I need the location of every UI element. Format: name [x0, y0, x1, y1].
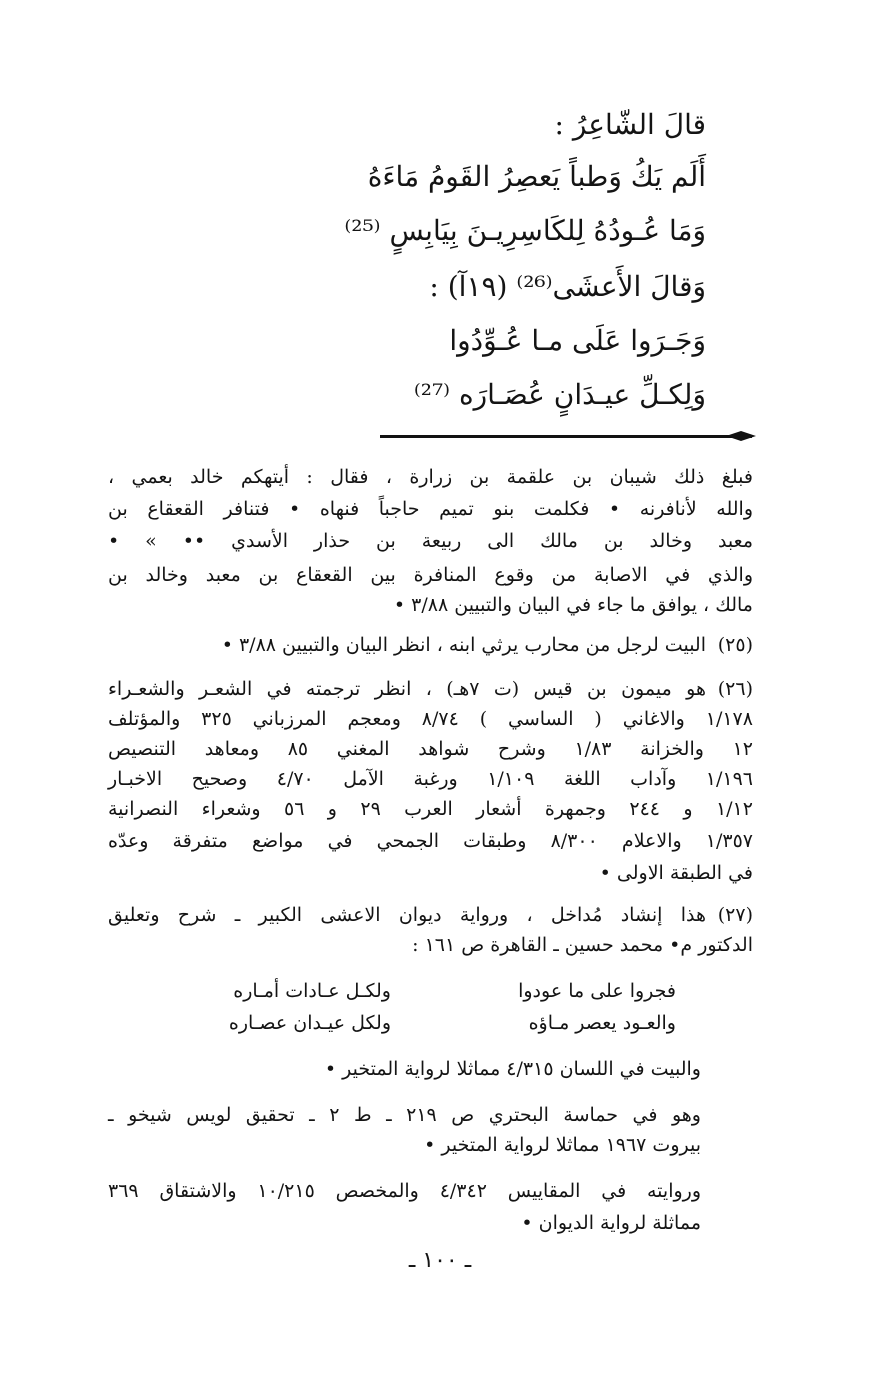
verse-intro: قالَ الشّاعِرُ : [554, 108, 706, 141]
footnote-line: البيت لرجل من محارب يرثي ابنه ، انظر البيان والتبيين ٣/٨٨ • [221, 634, 706, 656]
footnote-line: ١/١٧٨ والاغاني ( الساسي ) ٨/٧٤ ومعجم المرزباني ٣٢٥ والمؤتلف [108, 708, 753, 730]
prose-line: فبلغ ذلك شيبان بن علقمة بن زرارة ، فقال : أيتهكم خالد بعمي ، [108, 466, 753, 488]
footnote-line: ١/١٩٦ وآداب اللغة ١/١٠٩ ورغبة الآمل ٤/٧٠ وصحيح الاخبـار [108, 768, 753, 790]
footnote-line: هذا إنشاد مُداخل ، ورواية ديوان الاعشى الكبير ـ شرح وتعليق [108, 904, 706, 926]
verse-line: وَجَـرَوا عَلَى مـا عُـوِّدُوا [449, 324, 706, 357]
footnote-line: مماثلة لرواية الديوان • [521, 1212, 701, 1234]
footnote-line: وروايته في المقاييس ٤/٣٤٢ والمخصص ١٠/٢١٥ والاشتقاق ٣٦٩ [108, 1180, 702, 1202]
footnote-line: بيروت ١٩٦٧ مماثلا لرواية المتخير • [424, 1134, 701, 1156]
footnote-line: الدكتور م• محمد حسين ـ القاهرة ص ١٦١ : [412, 934, 753, 956]
footnote-number: (٢٥) [717, 634, 753, 656]
verse-line: وَمَا عُـودُهُ لِلكَاسِرِيـنَ بِيَابِسٍ ⁽²⁵⁾ [344, 214, 706, 247]
quote-hemistich-left: ولكل عيـدان عصـاره [228, 1012, 391, 1034]
quote-hemistich-left: ولكـل عـادات أمـاره [233, 980, 391, 1002]
footnote-line: في الطبقة الاولى • [599, 862, 753, 884]
footnote-line: هو ميمون بن قيس (ت ٧هـ) ، انظر ترجمته في الشعـر والشعـراء [108, 678, 706, 700]
footnote-number: (٢٦) [717, 678, 753, 700]
verse-intro: وَقالَ الأَعشَى⁽²⁶⁾ (١٩آ) : [429, 270, 706, 303]
footnote-line: وهو في حماسة البحتري ص ٢١٩ ـ ط ٢ ـ تحقيق لويس شيخو ـ [108, 1104, 701, 1126]
verse-line: أَلَم يَكُ وَطباً يَعصِرُ القَومُ مَاءَهُ [367, 160, 706, 193]
footnote-line: ١/١٢ و ٢٤٤ وجمهرة أشعار العرب ٢٩ و ٥٦ وشعراء النصرانية [108, 798, 753, 820]
footnote-line: والبيت في اللسان ٤/٣١٥ مماثلا لرواية المتخير • [324, 1058, 701, 1080]
quote-hemistich-right: والعـود يعصر مـاؤه [528, 1012, 676, 1034]
prose-line: والذي في الاصابة من وقوع المنافرة بين القعقاع بن معبد وخالد بن [108, 564, 753, 586]
footnote-divider [380, 433, 752, 443]
footnote-line: ١/٣٥٧ والاعلام ٨/٣٠٠ وطبقات الجمحي في مواضع متفرقة وعدّه [108, 830, 754, 852]
prose-line: مالك ، يوافق ما جاء في البيان والتبيين ٣/٨٨ • [393, 594, 753, 616]
prose-line: والله لأنافرنه • فكلمت بنو تميم حاجباً فنهاه • فتنافر القعقاع بن [108, 498, 753, 520]
page-number: ـ ١٠٠ ـ [408, 1248, 472, 1273]
footnote-number: (٢٧) [717, 904, 753, 926]
verse-line: وَلِكـلِّ عيـدَانٍ عُصَـارَه ⁽²⁷⁾ [413, 378, 706, 411]
footnote-line: ١٢ والخزانة ١/٨٣ وشرح شواهد المغني ٨٥ ومعاهد التنصيص [108, 738, 754, 760]
quote-hemistich-right: فجروا على ما عودوا [518, 980, 676, 1002]
prose-line: معبد وخالد بن مالك الى ربيعة بن حذار الأسدي •• » • [108, 530, 753, 552]
